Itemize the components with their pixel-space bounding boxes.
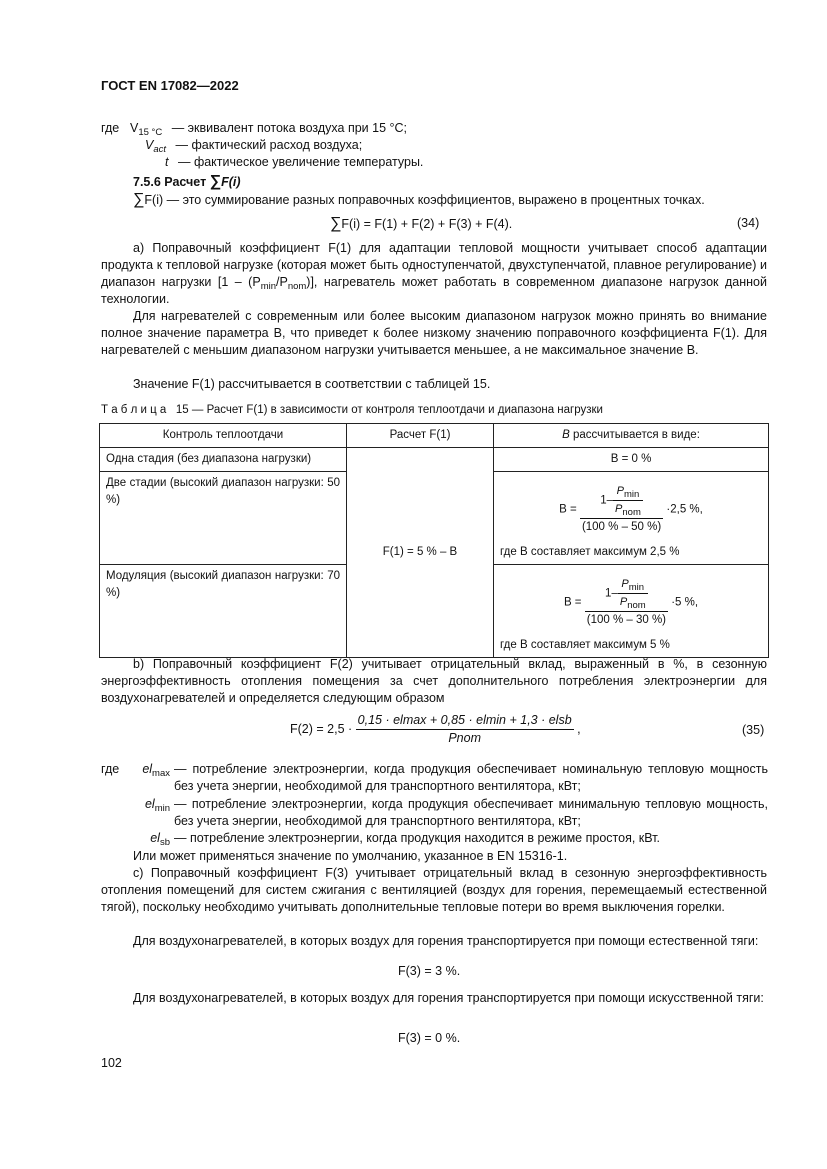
paragraph-a2: Для нагревателей с современным или более высоким диапазоном нагрузок можно принять во внимание полное значение параметра B, что приведет к более низкому значению поправочного коэффициента F(1). Для нагревателей с меньшим диапазоном нагрузки учитывается меньшее, а не максимальное значение B. xyxy=(101,309,767,357)
page-number: 102 xyxy=(101,1056,122,1070)
paragraph-c: с) Поправочный коэффициент F(3) учитывает отрицательный вклад в сезонную энергоэффективность отопления помещений для систем сжигания с вентиляцией (воздух для горения, перемещаемый естественной тягой), поскольку необходимо учитывать дополнительные тепловые потери во время выключения горелки. xyxy=(101,866,767,914)
table-header: Расчет F(1) xyxy=(347,424,494,448)
table-cell: Две стадии (высокий диапазон нагрузки: 50 %) xyxy=(100,472,347,565)
equation-35: F(2) = 2,5 · $\frac{\text{0,15 · elmax + 0,85 · elmin + 1,3 · elsb}}{\text{Pnom}}$ , xyxy=(290,713,581,745)
where-label: где xyxy=(101,762,120,776)
paragraph-b: b) Поправочный коэффициент F(2) учитывает отрицательный вклад, выраженный в %, в сезонную энергоэффективность отопления помещения за счет дополнительного потребления электроэнергии для воздухонагревателей и определяется следующим образом xyxy=(101,657,767,705)
table-cell: B = 0 % xyxy=(494,448,769,472)
default-note: Или может применяться значение по умолчанию, указанное в EN 15316-1. xyxy=(133,849,568,863)
document-header: ГОСТ EN 17082—2022 xyxy=(101,78,239,93)
definition-elmin: — потребление электроэнергии, когда продукция обеспечивает минимальную тепловую мощность, без учета энергии, необходимой для транспортного вентилятора, кВт; xyxy=(174,797,768,828)
definition-elmax: — потребление электроэнергии, когда продукция обеспечивает номинальную тепловую мощность без учета энергии, необходимой для транспортного вентилятора, кВт; xyxy=(174,762,768,793)
definition-elsb: — потребление электроэнергии, когда продукция находится в режиме простоя, кВт. xyxy=(174,831,660,845)
table-cell: Одна стадия (без диапазона нагрузки) xyxy=(100,448,347,472)
symbol-elmin: $el_{min}$ xyxy=(144,797,170,814)
equation-34-number: (34) xyxy=(737,216,760,230)
fraction: 1– $\frac{P_{min}}{P_{nom}}$ (100 % – 50 %) xyxy=(581,485,662,533)
where-label: где xyxy=(101,121,120,135)
equation-f3-artificial: F(3) = 0 %. xyxy=(398,1031,461,1045)
paragraph-a3: Значение F(1) рассчитывается в соответствии с таблицей 15. xyxy=(133,377,491,391)
sum-definition: ∑F(i) — это суммирование разных поправочных коэффициентов, выражено в процентных точках. xyxy=(133,191,705,208)
section-heading: 7.5.6 Расчет ∑F(i) xyxy=(133,173,241,190)
table-header: Контроль теплоотдачи xyxy=(100,424,347,448)
fraction: 1– $\frac{P_{min}}{P_{nom}}$ (100 % – 30 %) xyxy=(586,578,666,626)
table-cell-formula: B = 1– $\frac{P_{min}}{P_{nom}}$ (100 % – 50 %) ·2,5 %, где В составляет максимум 2,5 % xyxy=(494,472,769,565)
paragraph-c-natural: Для воздухонагревателей, в которых воздух для горения транспортируется при помощи естественной тяги: xyxy=(133,934,759,948)
where-item-v15: $V_{15 ^\circ C}$ — эквивалент потока воздуха при 15 °С; xyxy=(130,121,407,138)
paragraph-a: а) Поправочный коэффициент F(1) для адаптации тепловой мощности учитывает способ адаптации продукта к тепловой нагрузке (которая может быть одноступенчатой, двухступенчатой, плавное регулирование) и диапазон нагрузки $[1 - (P_{min}/P_{nom})]$, нагреватель может работать в современном диапазоне нагрузок данной технологии. xyxy=(101,241,767,306)
table-cell-calc: F(1) = 5 % – B xyxy=(347,448,494,658)
table-cell-formula: B = 1– $\frac{P_{min}}{P_{nom}}$ (100 % – 30 %) ·5 %, где В составляет максимум 5 % xyxy=(494,565,769,658)
equation-34: ∑F(i) = F(1) + F(2) + F(3) + F(4). xyxy=(330,215,513,232)
table-15 xyxy=(99,423,769,658)
symbol-elmax: $el_{max}$ xyxy=(142,762,170,779)
paragraph-c-artificial: Для воздухонагревателей, в которых воздух для горения транспортируется при помощи искусственной тяги: xyxy=(133,991,764,1005)
table-caption: Т а б л и ц а 15 — Расчет F(1) в зависимости от контроля теплоотдачи и диапазона нагрузки xyxy=(101,404,603,416)
where-item-vact: $V_{act}$ — фактический расход воздуха; xyxy=(145,138,363,155)
fraction: $\frac{\text{0,15 · elmax + 0,85 · elmin + 1,3 · elsb}}{\text{Pnom}}$ xyxy=(357,713,572,745)
table-header: B рассчитывается в виде: xyxy=(494,424,769,448)
where-item-t: t — фактическое увеличение температуры. xyxy=(165,155,424,169)
table-cell: Модуляция (высокий диапазон нагрузки: 70 %) xyxy=(100,565,347,658)
equation-35-number: (35) xyxy=(742,723,765,737)
equation-f3-natural: F(3) = 3 %. xyxy=(398,964,461,978)
symbol-elsb: $el_{sb}$ xyxy=(150,831,170,848)
